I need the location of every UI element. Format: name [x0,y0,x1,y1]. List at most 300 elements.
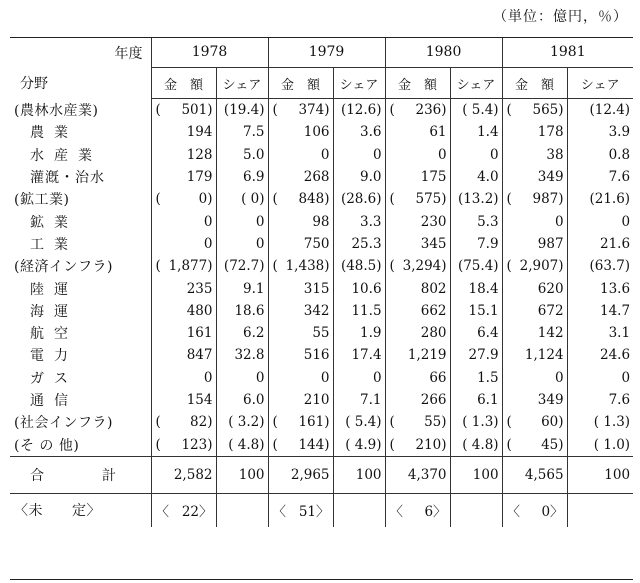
table-row [10,255,633,277]
amount-value: 0 [203,213,213,230]
amount-cell [268,277,333,299]
amount-cell [151,210,216,232]
table-row [10,411,633,433]
amount-cell [385,166,450,188]
share-cell: 6.2 [216,322,268,344]
share-cell: 14.7 [567,300,633,322]
row-label: 航空 [30,326,78,343]
amount-value: 480 [186,302,213,319]
amount-value: 374) [298,102,330,119]
share-cell [333,493,385,527]
row-label-cell [10,344,151,366]
share-cell: 0 [567,367,633,389]
open-bracket: ( [272,258,278,275]
share-cell: (19.4) [216,99,268,122]
share-cell: 7.5 [216,121,268,143]
corner-field-label: 分野 [20,75,48,92]
amount-cell [502,188,567,210]
amount-cell [268,166,333,188]
share-cell: 1.9 [333,322,385,344]
row-label-cell [10,389,151,411]
amount-value: 154 [186,392,213,408]
amount-value: 210) [415,436,447,453]
amount-value: 210 [303,392,330,408]
table-row [10,456,633,493]
share-cell: 13.6 [567,277,633,299]
share-cell: ( 1.3) [450,411,502,433]
share-cell: ( 0) [216,188,268,210]
share-cell: 3.1 [567,322,633,344]
share-cell: 18.6 [216,300,268,322]
amount-value: 175 [420,169,447,186]
share-cell: (72.7) [216,255,268,277]
share-header: シェア [450,68,502,99]
share-cell: 25.3 [333,233,385,255]
table-row [10,433,633,456]
amount-cell [151,121,216,143]
share-cell: 10.6 [333,277,385,299]
amount-value: 128 [186,146,213,163]
amount-value: 123) [181,436,213,453]
row-label: 陸運 [30,281,78,298]
share-cell: (63.7) [567,255,633,277]
row-label-cell [10,144,151,166]
share-header: シェア [216,68,268,99]
investment-table [10,37,633,527]
row-label-cell [10,277,151,299]
open-bracket: ( [506,191,512,208]
share-cell: ( 4.8) [216,433,268,456]
amount-cell [385,322,450,344]
row-label: 合 計 [30,467,126,484]
amount-value: 847 [186,347,213,364]
amount-cell [151,277,216,299]
amount-value: 2,582 [173,466,213,483]
share-cell: ( 4.8) [450,433,502,456]
amount-value: 55 [312,325,330,342]
amount-value: 51〉 [298,504,330,521]
amount-value: 0) [198,191,213,208]
amount-value: 280 [420,325,447,342]
open-bracket: ( [155,191,161,208]
amount-value: 3,294) [402,258,447,275]
row-label: 水産業 [30,147,102,164]
open-bracket: ( [389,191,395,208]
share-cell: (12.4) [567,99,633,122]
share-cell: 0 [333,144,385,166]
amount-value: 179 [186,169,213,186]
open-bracket: 〈 [155,504,169,521]
amount-value: 0 [437,146,447,163]
amount-value: 987 [537,235,564,252]
amount-value: 266 [420,392,447,408]
amount-cell [268,344,333,366]
row-label-cell [10,367,151,389]
open-bracket: ( [155,258,161,275]
amount-cell [502,255,567,277]
amount-cell [151,389,216,411]
row-label: 鉱業 [30,214,78,231]
amount-cell [502,121,567,143]
share-cell: 24.6 [567,344,633,366]
amount-cell [502,456,567,493]
amount-cell [385,344,450,366]
share-cell: 21.6 [567,233,633,255]
amount-cell [385,99,450,122]
amount-value: 0 [320,146,330,163]
share-cell: 27.9 [450,344,502,366]
amount-value: 575) [415,191,447,208]
amount-value: 501) [181,102,213,119]
amount-cell [385,144,450,166]
amount-cell [268,367,333,389]
amount-cell [385,277,450,299]
amount-cell [268,121,333,143]
table-row [10,99,633,122]
amount-value: 6〉 [424,504,447,521]
open-bracket: ( [272,102,278,119]
row-label-cell [10,433,151,456]
share-cell: ( 5.4) [450,99,502,122]
amount-value: 0〉 [541,504,564,521]
amount-cell [385,367,450,389]
amount-value: 565) [532,102,564,119]
open-bracket: ( [155,414,161,431]
amount-cell [502,344,567,366]
row-label-cell [10,99,151,122]
open-bracket: ( [506,436,512,453]
open-bracket: ( [506,414,512,431]
amount-value: 235 [186,280,213,297]
amount-value: 516 [303,347,330,364]
table-row [10,493,633,527]
amount-cell [151,433,216,456]
row-label-cell [10,411,151,433]
share-cell: 7.9 [450,233,502,255]
share-cell: 0 [450,144,502,166]
share-header: シェア [333,68,385,99]
year-header: 1979 [268,37,385,68]
share-cell: 5.3 [450,210,502,232]
amount-cell [502,433,567,456]
amount-cell [385,255,450,277]
share-cell: 0 [216,367,268,389]
share-cell: 0.8 [567,144,633,166]
table-row [10,210,633,232]
amount-cell [151,322,216,344]
open-bracket: ( [389,102,395,119]
row-label: (経済インフラ) [14,259,113,276]
amount-value: 315 [303,280,330,297]
share-cell: 32.8 [216,344,268,366]
amount-cell [385,433,450,456]
amount-cell [502,277,567,299]
share-cell: 3.9 [567,121,633,143]
open-bracket: ( [155,102,161,119]
amount-value: 144) [298,436,330,453]
amount-cell [385,456,450,493]
amount-cell [268,210,333,232]
open-bracket: 〈 [389,504,404,521]
amount-value: 620 [537,280,564,297]
amount-value: 0 [554,213,564,230]
amount-cell [268,300,333,322]
share-cell: ( 5.4) [333,411,385,433]
amount-value: 61 [429,124,447,141]
amount-value: 1,438) [285,258,330,275]
open-bracket: ( [506,102,512,119]
open-bracket: 〈 [272,504,287,521]
share-header: シェア [567,68,633,99]
row-label: (社会インフラ) [14,415,113,432]
amount-value: 802 [420,280,447,297]
amount-value: 45) [541,436,564,453]
amount-cell [151,255,216,277]
open-bracket: ( [272,436,278,453]
amount-cell [151,166,216,188]
amount-value: 98 [312,213,330,230]
share-cell: 0 [333,367,385,389]
amount-cell [151,367,216,389]
share-cell: (13.2) [450,188,502,210]
amount-value: 1,877) [168,258,213,275]
table-row [10,322,633,344]
year-header: 1980 [385,37,502,68]
share-cell: 0 [216,210,268,232]
amount-value: 82) [190,414,213,431]
share-cell: 7.6 [567,166,633,188]
amount-cell [268,389,333,411]
row-label: 海運 [30,303,78,320]
table-row [10,233,633,255]
share-cell: 11.5 [333,300,385,322]
open-bracket: 〈 [506,504,521,521]
amount-cell [502,300,567,322]
corner-year-label: 年度 [114,46,143,62]
table-row [10,166,633,188]
row-label-cell [10,121,151,143]
amount-cell [268,255,333,277]
amount-cell [268,411,333,433]
amount-cell [268,456,333,493]
share-cell: 9.0 [333,166,385,188]
row-label: (鉱工業) [14,192,70,209]
amount-value: 1,219 [407,347,447,364]
share-cell: 6.0 [216,389,268,411]
row-label: 工業 [30,236,78,253]
row-label-cell [10,322,151,344]
share-cell: 15.1 [450,300,502,322]
amount-value: 66 [429,369,447,386]
amount-cell [268,322,333,344]
amount-cell [151,188,216,210]
amount-header: 金 額 [502,68,567,99]
amount-value: 342 [303,302,330,319]
share-cell [567,493,633,527]
share-cell: 7.1 [333,389,385,411]
row-label-cell [10,300,151,322]
open-bracket: ( [389,436,395,453]
amount-cell [385,188,450,210]
amount-cell [502,411,567,433]
amount-value: 0 [203,369,213,386]
amount-value: 0 [320,369,330,386]
amount-cell [502,233,567,255]
row-label: (そ の 他) [14,437,80,454]
amount-value: 55) [424,414,447,431]
amount-cell [502,389,567,411]
share-cell: 100 [216,456,268,493]
amount-cell [385,300,450,322]
amount-value: 349 [537,392,564,408]
amount-value: 662 [420,302,447,319]
amount-cell [151,493,216,527]
header-row-years [10,37,633,68]
share-cell: (48.5) [333,255,385,277]
amount-cell [151,456,216,493]
amount-cell [502,166,567,188]
amount-value: 194 [186,124,213,141]
share-cell: 4.0 [450,166,502,188]
share-cell: (12.6) [333,99,385,122]
share-cell: 1.5 [450,367,502,389]
amount-cell [268,99,333,122]
amount-cell [502,99,567,122]
share-cell: 6.1 [450,389,502,411]
amount-value: 142 [537,325,564,342]
amount-value: 38 [546,146,564,163]
open-bracket: ( [506,258,512,275]
row-label-cell [10,255,151,277]
amount-cell [385,493,450,527]
table-row [10,144,633,166]
share-cell: (28.6) [333,188,385,210]
row-label-cell [10,233,151,255]
amount-header: 金 額 [151,68,216,99]
corner-header-cell [10,37,151,99]
year-header: 1981 [502,37,633,68]
share-cell: 7.6 [567,389,633,411]
table-row [10,121,633,143]
table-row [10,389,633,411]
row-label-cell [10,210,151,232]
open-bracket: ( [155,436,161,453]
share-cell: 1.4 [450,121,502,143]
year-header: 1978 [151,37,268,68]
share-cell: 6.9 [216,166,268,188]
share-cell: 0 [567,210,633,232]
table-row [10,300,633,322]
share-cell: 100 [567,456,633,493]
amount-value: 672 [537,302,564,319]
share-cell: ( 4.9) [333,433,385,456]
amount-cell [502,367,567,389]
amount-value: 987) [532,191,564,208]
amount-cell [502,210,567,232]
amount-cell [268,233,333,255]
open-bracket: ( [389,258,395,275]
amount-cell [268,493,333,527]
share-cell: ( 1.3) [567,411,633,433]
amount-cell [502,493,567,527]
open-bracket: ( [389,414,395,431]
amount-header: 金 額 [268,68,333,99]
row-label-cell [10,493,151,527]
share-cell: ( 3.2) [216,411,268,433]
amount-cell [151,411,216,433]
row-label-cell [10,166,151,188]
amount-cell [502,144,567,166]
amount-value: 4,565 [524,466,564,483]
table-row [10,188,633,210]
amount-value: 1,124 [524,347,564,364]
amount-value: 268 [303,169,330,186]
amount-value: 0 [203,235,213,252]
share-cell: 5.0 [216,144,268,166]
row-label: 灌漑・治水 [30,170,105,187]
share-cell: (21.6) [567,188,633,210]
amount-cell [151,99,216,122]
open-bracket: ( [272,191,278,208]
share-cell [216,493,268,527]
share-cell: 100 [333,456,385,493]
row-label: ガス [30,370,78,387]
share-cell: 100 [450,456,502,493]
amount-cell [385,210,450,232]
amount-cell [151,144,216,166]
amount-cell [385,233,450,255]
share-cell: 9.1 [216,277,268,299]
amount-value: 178 [537,124,564,141]
amount-value: 345 [420,235,447,252]
amount-value: 60) [541,414,564,431]
share-cell: 0 [216,233,268,255]
table-row [10,367,633,389]
unit-note: （単位：億円，％） [493,9,628,25]
amount-cell [385,121,450,143]
row-label: 電力 [30,348,78,365]
share-cell: (75.4) [450,255,502,277]
amount-value: 2,965 [290,466,330,483]
amount-cell [268,433,333,456]
row-label: (農林水産業) [14,102,99,119]
share-cell: ( 1.0) [567,433,633,456]
amount-cell [502,322,567,344]
table-row [10,277,633,299]
amount-value: 750 [303,235,330,252]
amount-value: 22〉 [181,504,213,521]
amount-value: 0 [554,369,564,386]
share-cell: 18.4 [450,277,502,299]
amount-cell [151,300,216,322]
share-cell [450,493,502,527]
open-bracket: ( [272,414,278,431]
amount-value: 236) [415,102,447,119]
share-cell: 6.4 [450,322,502,344]
amount-value: 848) [298,191,330,208]
share-cell: 17.4 [333,344,385,366]
amount-cell [268,144,333,166]
amount-value: 2,907) [519,258,564,275]
amount-cell [385,389,450,411]
share-cell: 3.6 [333,121,385,143]
row-label: 通信 [30,393,78,409]
amount-value: 4,370 [407,466,447,483]
amount-cell [151,344,216,366]
amount-value: 161) [298,414,330,431]
amount-cell [385,411,450,433]
amount-value: 161 [186,325,213,342]
